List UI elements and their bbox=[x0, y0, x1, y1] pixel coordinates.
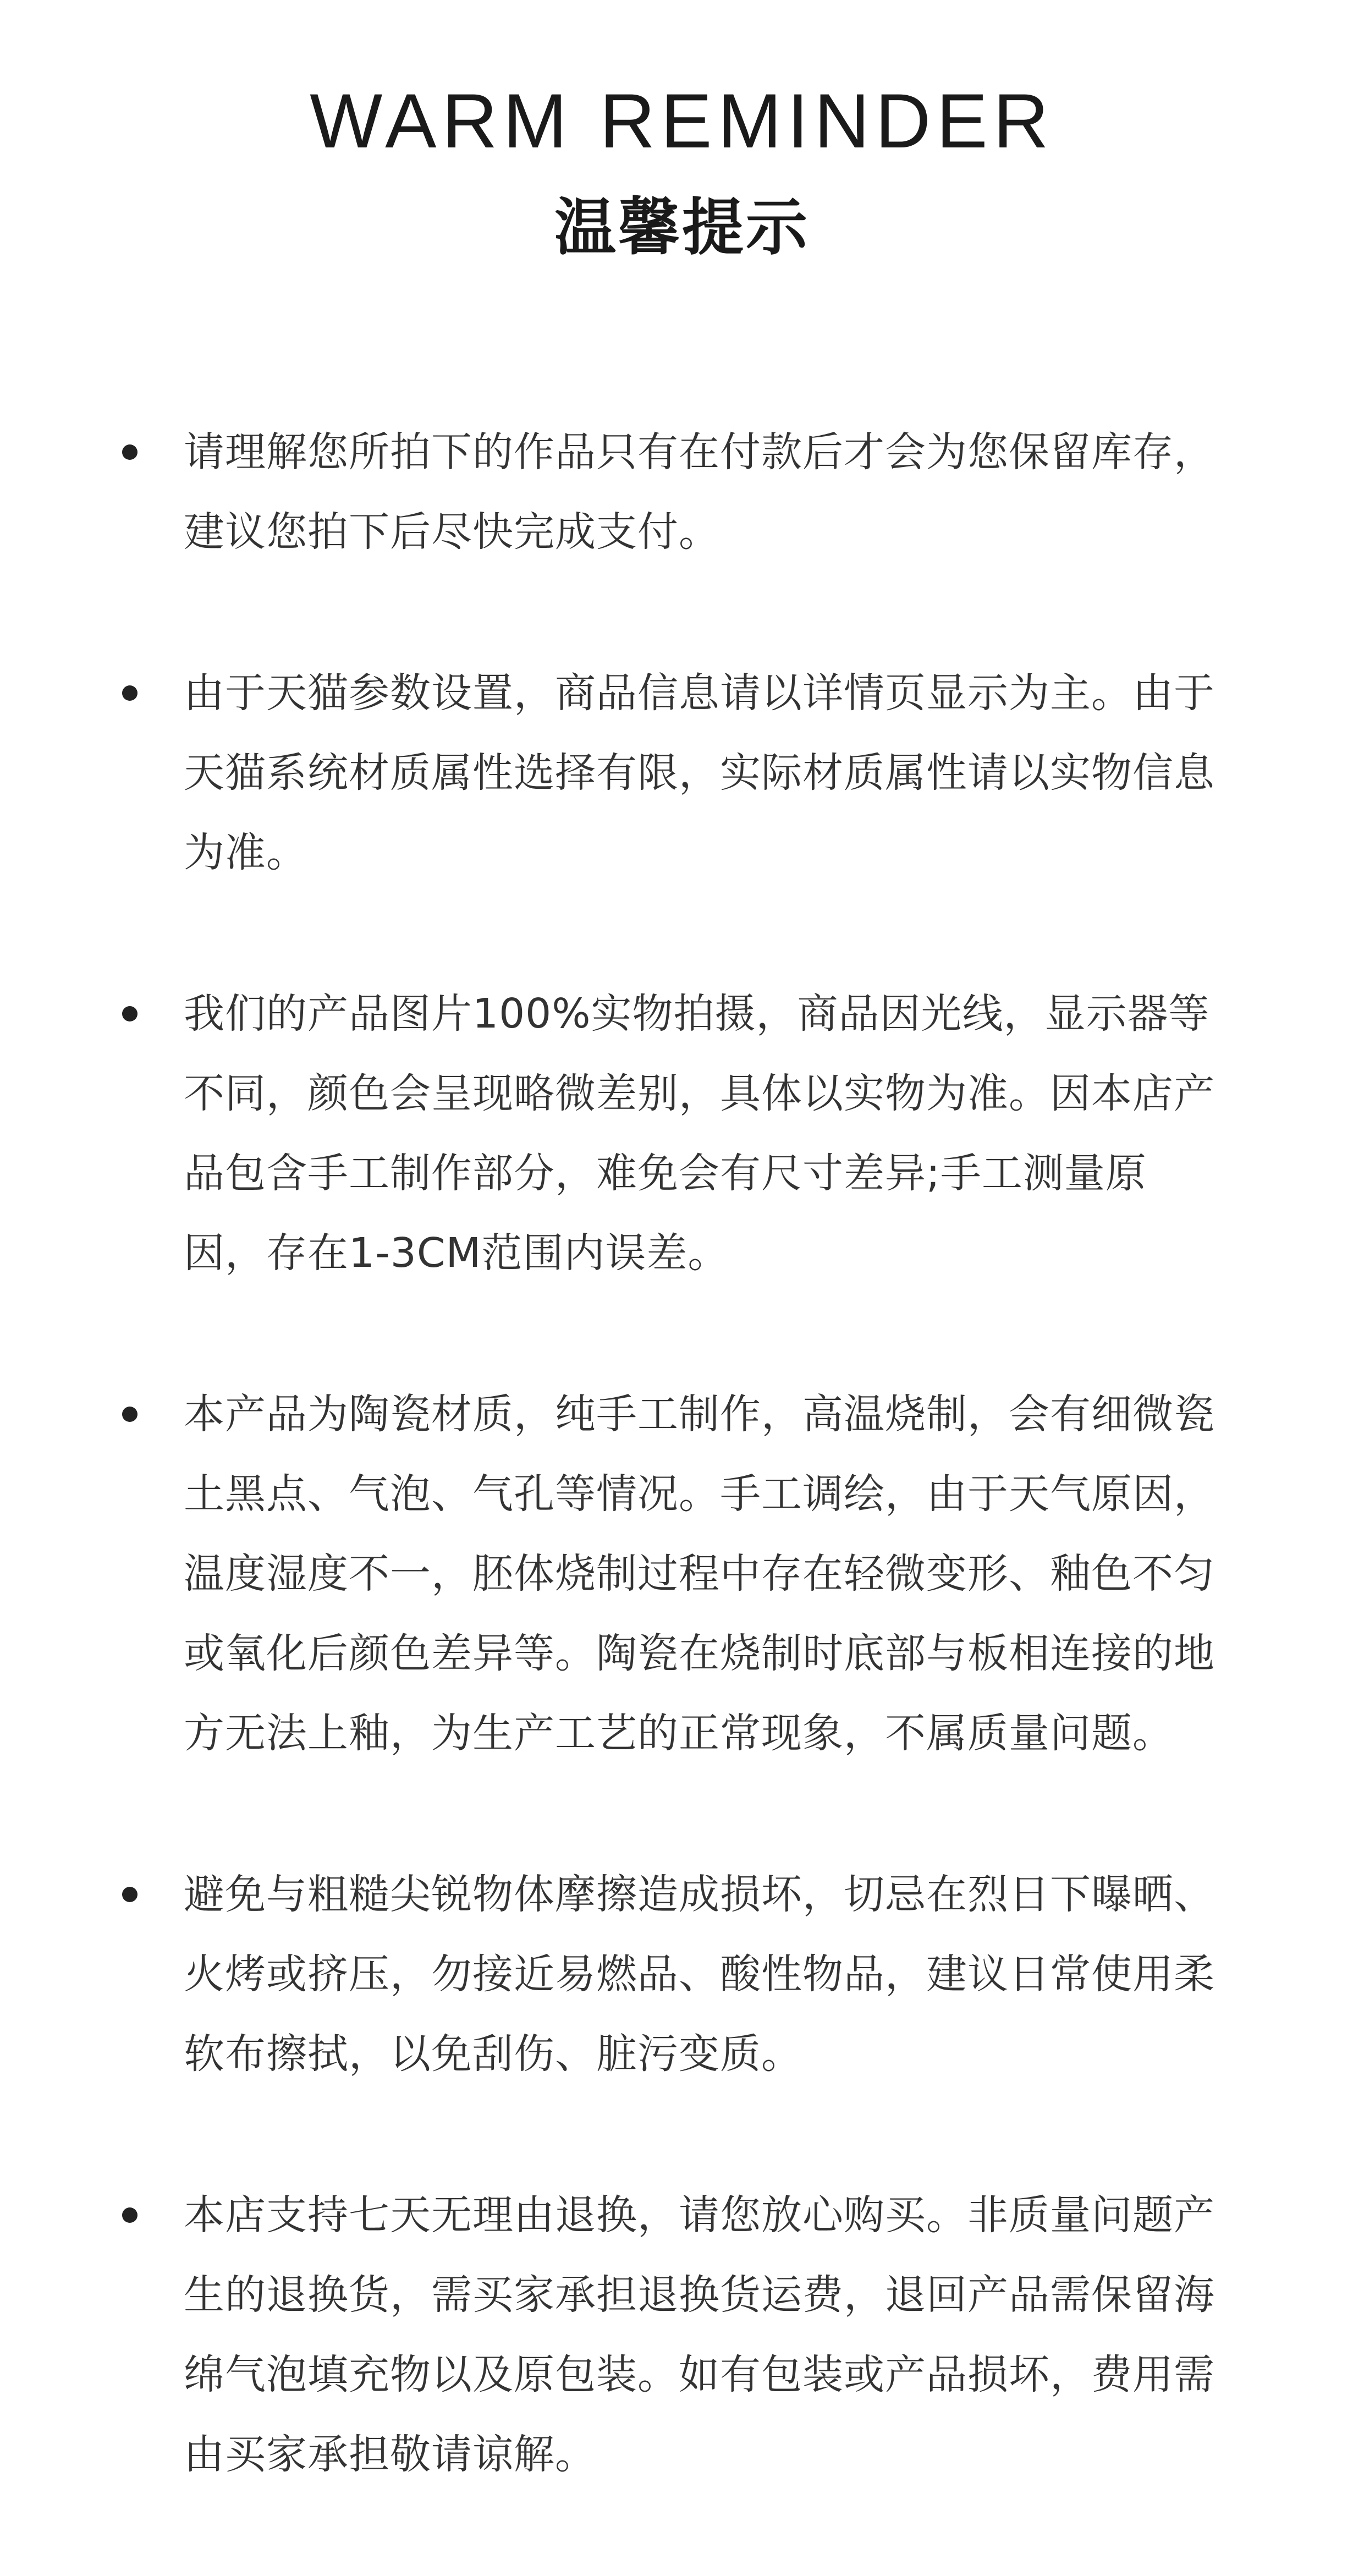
list-item-text: 本产品为陶瓷材质，纯手工制作，高温烧制，会有细微瓷土黑点、气泡、气孔等情况。手工调绘，由于天气原因，温度湿度不一，胚体烧制过程中存在轻微变形、釉色不匀或氧化后颜色差异等。陶瓷在烧制时底部与板相连接的地方无法上釉，为生产工艺的正常现象，不属质量问题。 bbox=[184, 1391, 1215, 1757]
list-item bbox=[0, 2176, 1364, 2495]
list-item bbox=[0, 1855, 1364, 2094]
list-item-text: 本店支持七天无理由退换，请您放心购买。非质量问题产生的退换货，需买家承担退换货运费，退回产品需保留海绵气泡填充物以及原包装。如有包装或产品损坏，费用需由买家承担敬请谅解。 bbox=[184, 2191, 1215, 2478]
bullet-icon bbox=[122, 444, 138, 460]
list-item-text: 避免与粗糙尖锐物体摩擦造成损坏，切忌在烈日下曝晒、火烤或挤压，勿接近易燃品、酸性物品，建议日常使用柔软布擦拭，以免刮伤、脏污变质。 bbox=[184, 1871, 1215, 2078]
list-item-text: 我们的产品图片100%实物拍摄，商品因光线，显示器等不同，颜色会呈现略微差别，具体以实物为准。因本店产品包含手工制作部分，难免会有尺寸差异;手工测量原因，存在1-3CM范围内误差。 bbox=[184, 990, 1215, 1277]
page-header bbox=[0, 72, 1364, 272]
title-chinese: 温馨提示 bbox=[554, 192, 810, 263]
list-item-text: 由于天猫参数设置，商品信息请以详情页显示为主。由于天猫系统材质属性选择有限，实际材质属性请以实物信息为准。 bbox=[184, 669, 1215, 876]
list-item bbox=[0, 974, 1364, 1293]
reminder-list bbox=[0, 413, 1364, 2576]
bullet-icon bbox=[122, 685, 138, 701]
bullet-icon bbox=[122, 1006, 138, 1021]
title-english: WARM REMINDER bbox=[310, 78, 1054, 164]
list-item bbox=[0, 653, 1364, 893]
list-item-text: 请理解您所拍下的作品只有在付款后才会为您保留库存，建议您拍下后尽快完成支付。 bbox=[184, 429, 1215, 556]
list-item bbox=[0, 413, 1364, 572]
list-item bbox=[0, 1375, 1364, 1773]
bullet-icon bbox=[122, 1407, 138, 1422]
bullet-icon bbox=[122, 1887, 138, 1902]
bullet-icon bbox=[122, 2207, 138, 2223]
